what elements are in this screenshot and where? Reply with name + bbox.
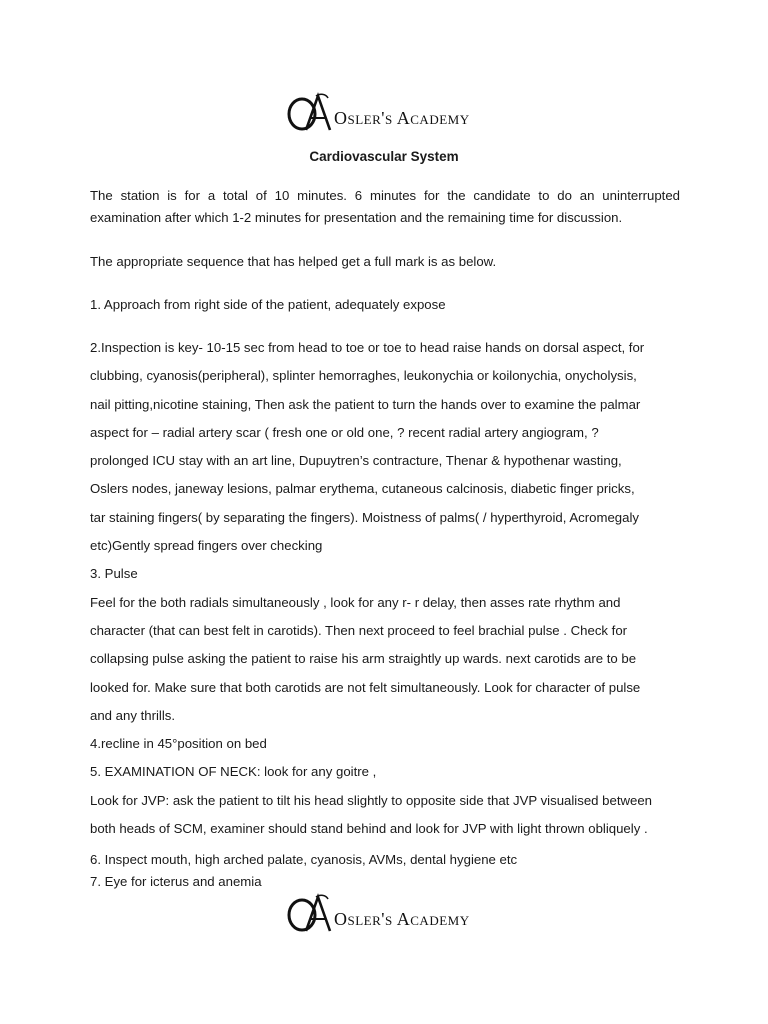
oa-monogram-icon	[286, 893, 334, 935]
footer-logo-text: Osler's Academy	[334, 909, 470, 929]
text-line: looked for. Make sure that both carotids are not felt simultaneously. Look for character of pulse	[90, 679, 641, 695]
text-line: Look for JVP: ask the patient to tilt his head slightly to opposite side that JVP visualised between	[90, 792, 653, 808]
text-line: tar staining fingers( by separating the fingers). Moistness of palms( / hyperthyroid, Acromegaly	[90, 509, 639, 525]
text-line: character (that can best felt in carotids). Then next proceed to feel brachial pulse . Check for	[90, 622, 628, 638]
text-line: and any thrills.	[90, 707, 176, 723]
text-line: prolonged ICU stay with an art line, Dupuytren’s contracture, Thenar & hypothenar wasting,	[90, 453, 622, 469]
text-line: Feel for the both radials simultaneously , look for any r- r delay, then asses rate rhythm and	[90, 594, 621, 610]
text-line: 2.Inspection is key- 10-15 sec from head to toe or toe to head raise hands on dorsal aspect, for	[90, 340, 645, 355]
intro-paragraph: The station is for a total of 10 minutes. 6 minutes for the candidate to do an uninterrupted examination after which 1-2 minutes for presentation and the remaining time for discussion.	[90, 188, 680, 225]
document-title: Cardiovascular System	[309, 149, 459, 164]
oa-monogram-icon	[286, 92, 334, 134]
header-logo-text: Osler's Academy	[334, 108, 470, 128]
text-line: nail pitting,nicotine staining, Then ask the patient to turn the hands over to examine the palmar	[90, 396, 641, 412]
footer-logo	[286, 893, 486, 935]
text-line: collapsing pulse asking the patient to raise his arm straightly up wards. next carotids are to be	[90, 651, 637, 667]
text-line: clubbing, cyanosis(peripheral), splinter hemorraghes, leukonychia or koilonychia, onycholysis,	[90, 368, 637, 384]
sequence-note: The appropriate sequence that has helped get a full mark is as below.	[90, 254, 497, 269]
steps-body	[90, 337, 690, 846]
step-1: 1. Approach from right side of the patient, adequately expose	[90, 297, 446, 312]
text-line: etc)Gently spread fingers over checking	[90, 538, 323, 554]
step-5-heading: 5. EXAMINATION OF NECK: look for any goitre ,	[90, 764, 377, 780]
text-line: Oslers nodes, janeway lesions, palmar erythema, cutaneous calcinosis, diabetic finger pricks,	[90, 481, 635, 497]
step-7: 7. Eye for icterus and anemia	[90, 874, 262, 889]
closing-steps	[90, 849, 690, 893]
step-3-heading: 3. Pulse	[90, 566, 138, 582]
step-4: 4.recline in 45°position on bed	[90, 736, 267, 752]
text-line: both heads of SCM, examiner should stand behind and look for JVP with light thrown obliquely .	[90, 821, 648, 837]
step-6: 6. Inspect mouth, high arched palate, cyanosis, AVMs, dental hygiene etc	[90, 852, 518, 867]
header-logo	[286, 92, 486, 134]
text-line: aspect for – radial artery scar ( fresh one or old one, ? recent radial artery angiogram, ?	[90, 424, 599, 440]
